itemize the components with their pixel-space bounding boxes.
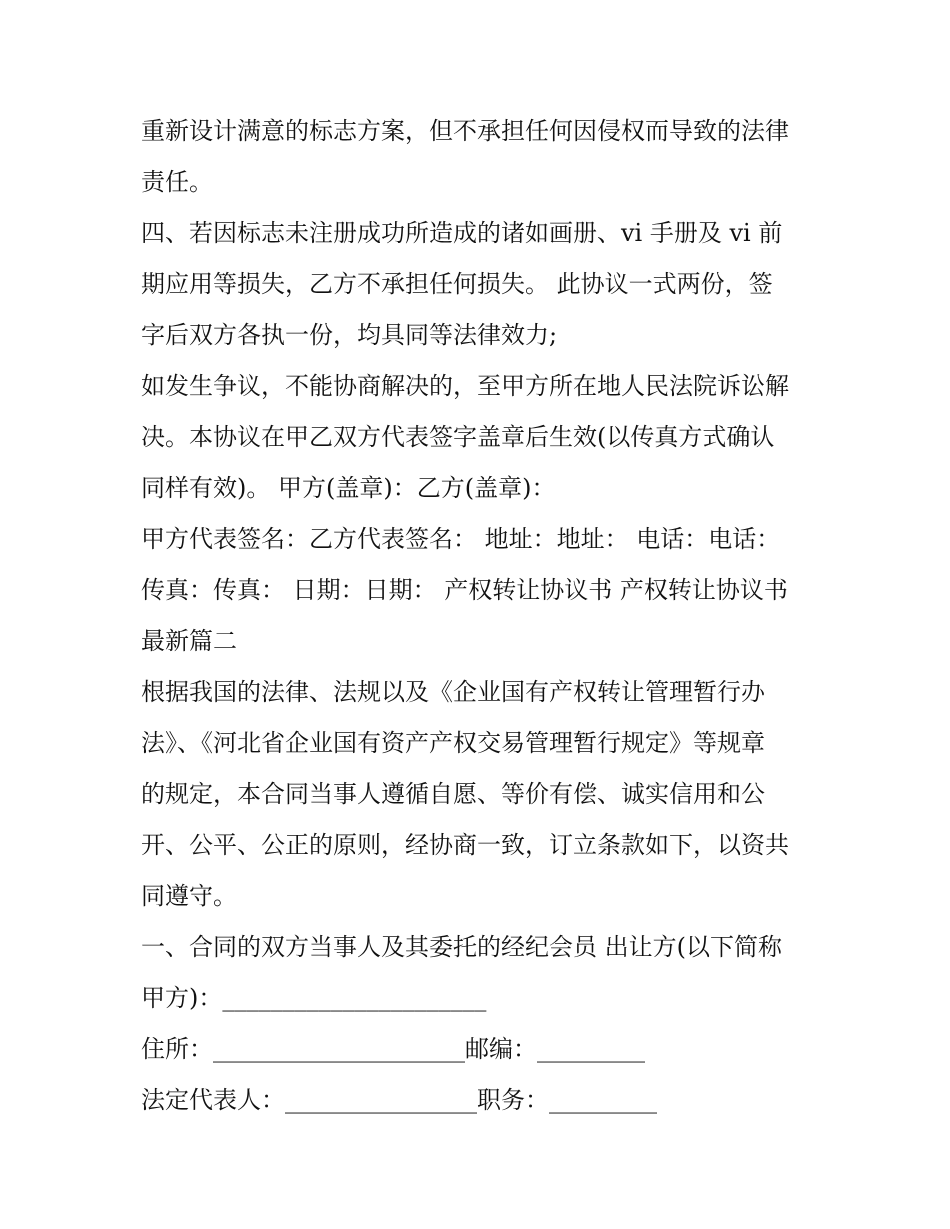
text-line: 重新设计满意的标志方案，但不承担任何因侵权而导致的法律	[141, 117, 789, 145]
text-line: 同样有效)。 甲方(盖章)：乙方(盖章)：	[141, 474, 556, 502]
text-line: 责任。	[141, 168, 213, 196]
text-line: 期应用等损失，乙方不承担任何损失。 此协议一式两份，签	[141, 270, 773, 298]
text-line: 传真：传真： 日期：日期： 产权转让协议书 产权转让协议书	[141, 576, 788, 604]
text-line: 四、若因标志未注册成功所造成的诸如画册、vi 手册及 vi 前	[141, 219, 783, 247]
text-line: 的规定，本合同当事人遵循自愿、等价有偿、诚实信用和公	[141, 780, 765, 808]
form-line-party-a: 甲方)：______________________	[141, 984, 487, 1012]
text-line: 如发生争议，不能协商解决的，至甲方所在地人民法院诉讼解	[141, 372, 789, 400]
text-line: 字后双方各执一份，均具同等法律效力;	[141, 321, 558, 349]
form-line-address: 住所：_____________________邮编：_________	[141, 1035, 645, 1063]
document-body	[141, 106, 821, 1126]
section-title: 最新篇二	[141, 627, 237, 655]
text-line: 决。本协议在甲乙双方代表签字盖章后生效(以传真方式确认	[141, 423, 775, 451]
text-line: 法》、《河北省企业国有资产产权交易管理暂行规定》等规章	[141, 729, 765, 757]
form-line-legal-rep: 法定代表人：________________职务：_________	[141, 1086, 657, 1114]
text-line: 根据我国的法律、法规以及《企业国有产权转让管理暂行办	[141, 678, 765, 706]
text-line: 同遵守。	[141, 882, 237, 910]
text-line: 甲方代表签名：乙方代表签名： 地址：地址： 电话：电话：	[141, 525, 781, 553]
text-line: 一、合同的双方当事人及其委托的经纪会员 出让方(以下简称	[141, 933, 782, 961]
text-line: 开、公平、公正的原则，经协商一致，订立条款如下，以资共	[141, 831, 789, 859]
